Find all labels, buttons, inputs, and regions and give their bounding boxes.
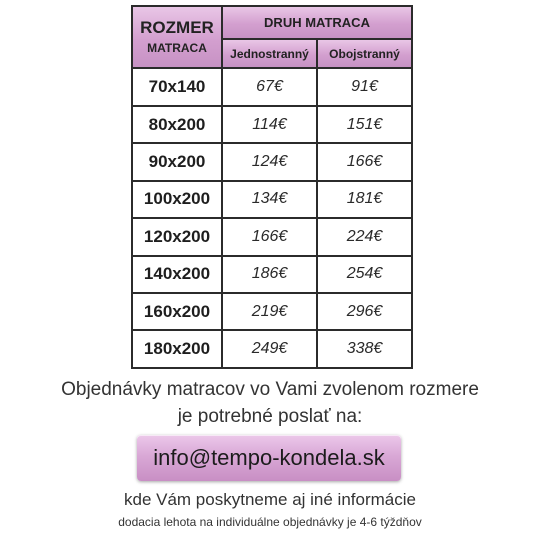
single-sided-header: Jednostranný bbox=[222, 39, 317, 68]
double-sided-header: Obojstranný bbox=[317, 39, 412, 68]
double-price-cell: 254€ bbox=[317, 256, 412, 293]
single-price-cell: 134€ bbox=[222, 181, 317, 218]
size-header-line2: MATRACA bbox=[147, 41, 207, 56]
size-cell: 120x200 bbox=[132, 218, 222, 255]
size-cell: 90x200 bbox=[132, 143, 222, 180]
table-row bbox=[132, 256, 412, 293]
type-header: DRUH MATRACA bbox=[222, 6, 412, 39]
single-price-cell: 67€ bbox=[222, 68, 317, 105]
order-info-line1: Objednávky matracov vo Vami zvolenom rozmere bbox=[61, 379, 479, 400]
size-cell: 140x200 bbox=[132, 256, 222, 293]
size-cell: 100x200 bbox=[132, 181, 222, 218]
table-header-row bbox=[132, 6, 412, 39]
double-price-cell: 338€ bbox=[317, 330, 412, 368]
single-price-cell: 219€ bbox=[222, 293, 317, 330]
double-price-cell: 166€ bbox=[317, 143, 412, 180]
single-price-cell: 249€ bbox=[222, 330, 317, 368]
double-price-cell: 224€ bbox=[317, 218, 412, 255]
size-cell: 180x200 bbox=[132, 330, 222, 368]
table-row bbox=[132, 218, 412, 255]
size-header bbox=[132, 6, 222, 68]
table-row bbox=[132, 106, 412, 143]
size-header-line1: ROZMER bbox=[140, 18, 214, 38]
size-cell: 160x200 bbox=[132, 293, 222, 330]
single-price-cell: 114€ bbox=[222, 106, 317, 143]
order-info-line2: je potrebné poslať na: bbox=[177, 406, 363, 427]
single-price-cell: 166€ bbox=[222, 218, 317, 255]
size-cell: 70x140 bbox=[132, 68, 222, 105]
single-price-cell: 124€ bbox=[222, 143, 317, 180]
delivery-time-note: dodacia lehota na individuálne objednávky je 4-6 týždňov bbox=[118, 515, 422, 529]
table-row bbox=[132, 68, 412, 105]
order-info-line3: kde Vám poskytneme aj iné informácie bbox=[124, 490, 416, 509]
double-price-cell: 296€ bbox=[317, 293, 412, 330]
table-row bbox=[132, 181, 412, 218]
table-row bbox=[132, 330, 412, 368]
single-price-cell: 186€ bbox=[222, 256, 317, 293]
double-price-cell: 91€ bbox=[317, 68, 412, 105]
double-price-cell: 151€ bbox=[317, 106, 412, 143]
size-cell: 80x200 bbox=[132, 106, 222, 143]
email-button[interactable]: info@tempo-kondela.sk bbox=[137, 435, 401, 481]
table-row bbox=[132, 143, 412, 180]
double-price-cell: 181€ bbox=[317, 181, 412, 218]
table-row bbox=[132, 293, 412, 330]
price-table bbox=[131, 5, 413, 369]
